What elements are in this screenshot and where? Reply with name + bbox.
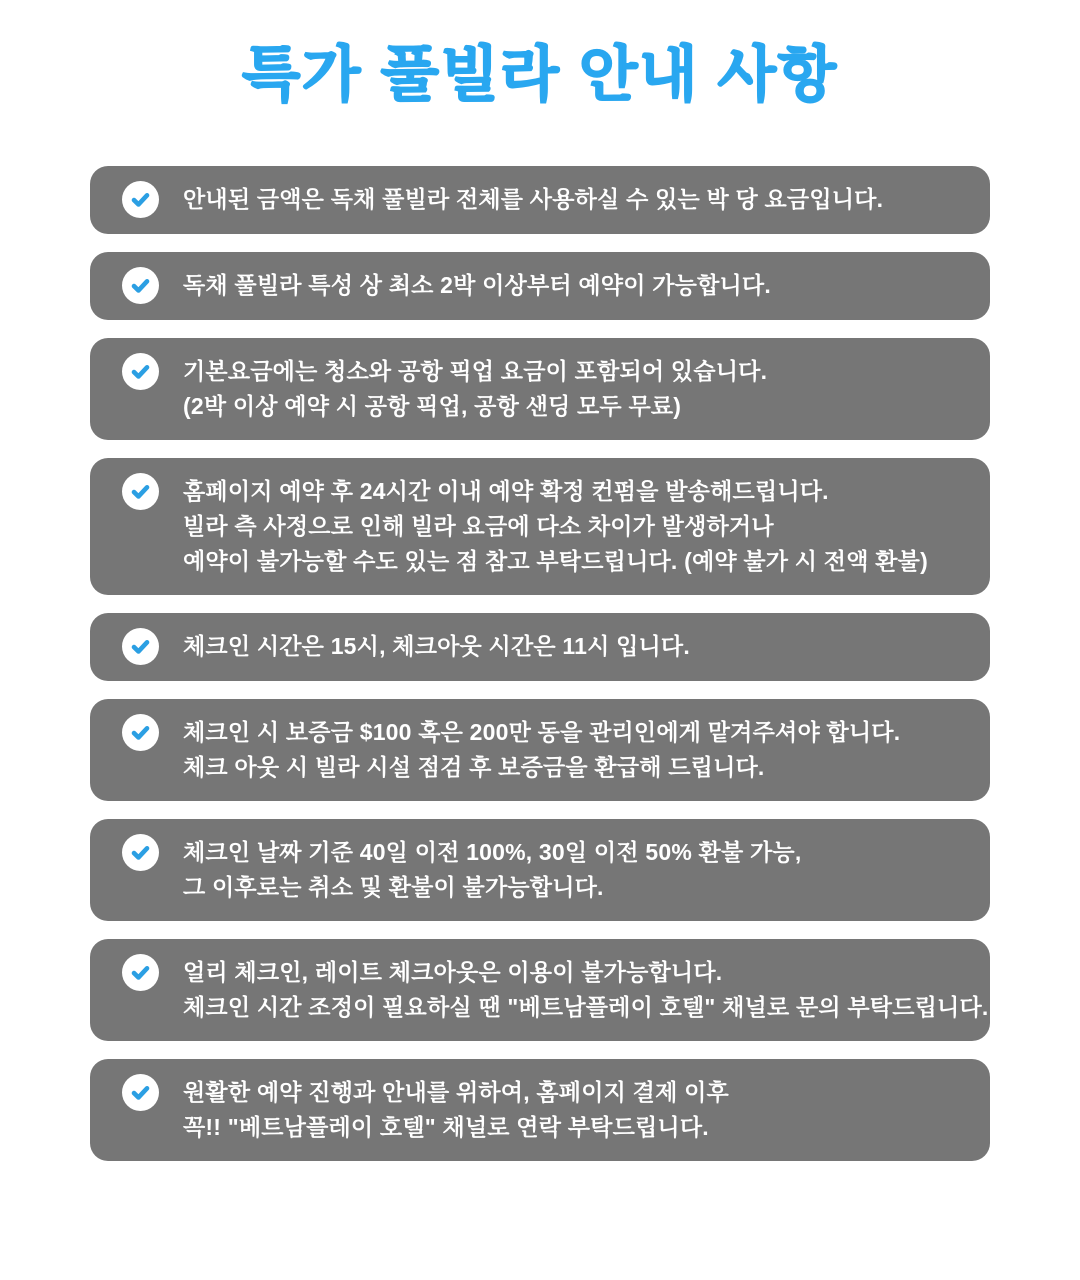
notice-line: 꼭!! "베트남플레이 호텔" 채널로 연락 부탁드립니다. <box>183 1114 709 1140</box>
notice-list <box>90 166 990 1161</box>
notice-line: 체크인 날짜 기준 40일 이전 100%, 30일 이전 50% 환불 가능, <box>183 839 802 865</box>
notice-line: 독채 풀빌라 특성 상 최소 2박 이상부터 예약이 가능합니다. <box>183 272 771 298</box>
page-title: 특가 풀빌라 안내 사항 <box>242 41 838 108</box>
notice-line: 원활한 예약 진행과 안내를 위하여, 홈페이지 결제 이후 <box>183 1079 729 1105</box>
check-circle-icon <box>122 267 159 304</box>
check-circle-icon <box>122 834 159 871</box>
notice-card <box>90 613 990 681</box>
check-circle-icon <box>122 714 159 751</box>
notice-line: 안내된 금액은 독채 풀빌라 전체를 사용하실 수 있는 박 당 요금입니다. <box>183 186 884 212</box>
check-circle-icon <box>122 181 159 218</box>
notice-card <box>90 338 990 440</box>
notice-line: 예약이 불가능할 수도 있는 점 참고 부탁드립니다. (예약 불가 시 전액 환불) <box>183 548 928 574</box>
notice-line: 체크인 시간 조정이 필요하실 땐 "베트남플레이 호텔" 채널로 문의 부탁드립니다. <box>183 994 989 1020</box>
notice-line: 체크인 시간은 15시, 체크아웃 시간은 11시 입니다. <box>183 633 690 659</box>
notice-line: 빌라 측 사정으로 인해 빌라 요금에 다소 차이가 발생하거나 <box>183 513 774 539</box>
check-circle-icon <box>122 628 159 665</box>
notice-line: (2박 이상 예약 시 공항 픽업, 공항 샌딩 모두 무료) <box>183 393 682 419</box>
notice-card <box>90 458 990 595</box>
notice-card <box>90 166 990 234</box>
notice-line: 홈페이지 예약 후 24시간 이내 예약 확정 컨펌을 발송해드립니다. <box>183 478 829 504</box>
notice-line: 얼리 체크인, 레이트 체크아웃은 이용이 불가능합니다. <box>183 959 723 985</box>
notice-card <box>90 939 990 1041</box>
notice-text <box>183 474 928 579</box>
notice-card <box>90 819 990 921</box>
notice-card <box>90 699 990 801</box>
notice-text <box>183 835 801 905</box>
notice-text <box>183 354 767 424</box>
check-circle-icon <box>122 1074 159 1111</box>
check-circle-icon <box>122 473 159 510</box>
notice-text <box>183 1075 729 1145</box>
notice-text <box>183 715 900 785</box>
notice-text <box>183 629 690 664</box>
notice-line: 체크 아웃 시 빌라 시설 점검 후 보증금을 환급해 드립니다. <box>183 754 765 780</box>
notice-text <box>183 955 989 1025</box>
notice-text <box>183 268 771 303</box>
notice-line: 그 이후로는 취소 및 환불이 불가능합니다. <box>183 874 604 900</box>
check-circle-icon <box>122 353 159 390</box>
notice-text <box>183 182 883 217</box>
notice-line: 기본요금에는 청소와 공항 픽업 요금이 포함되어 있습니다. <box>183 358 768 384</box>
notice-card <box>90 1059 990 1161</box>
notice-line: 체크인 시 보증금 $100 혹은 200만 동을 관리인에게 맡겨주셔야 합니다. <box>183 719 901 745</box>
notice-card <box>90 252 990 320</box>
check-circle-icon <box>122 954 159 991</box>
